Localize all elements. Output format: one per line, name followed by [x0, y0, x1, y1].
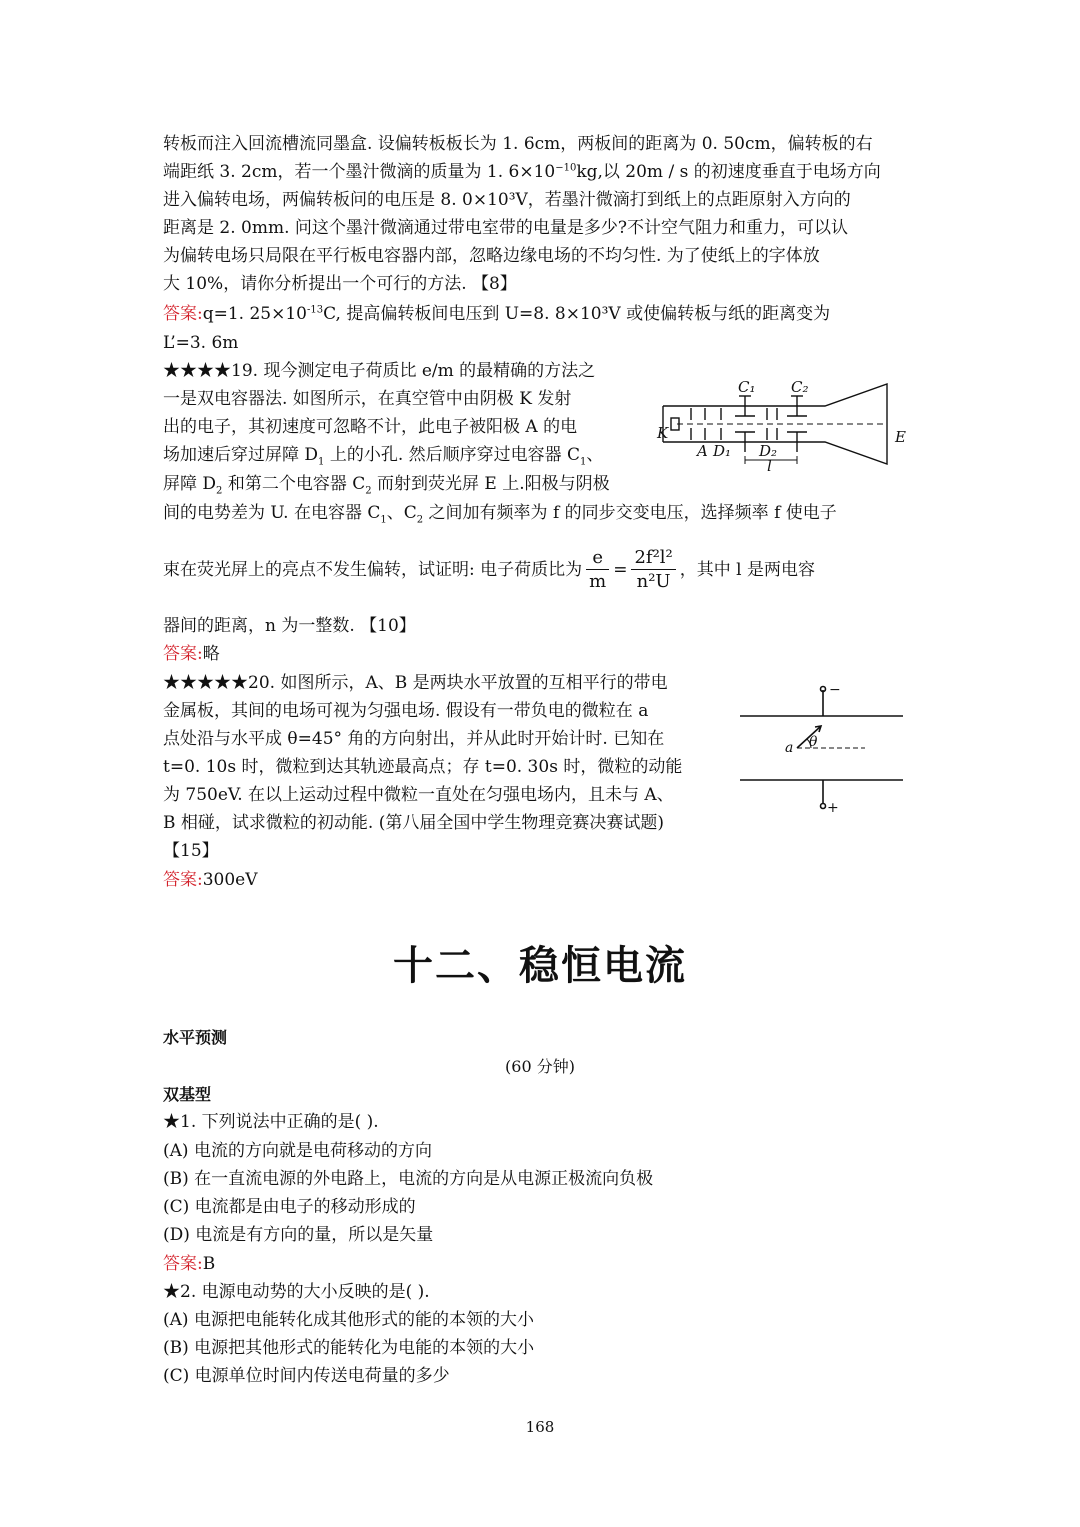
q20-plates-figure: [735, 680, 910, 815]
q19-line-4: 场加速后穿过屏障 $D_1$ 上的小孔. 然后顺序穿过电容器 $C_1$、: [163, 445, 604, 468]
subsection-heading: 双基型: [163, 1085, 212, 1104]
q2-option-c: (C) 电源单位时间内传送电荷量的多少: [163, 1366, 450, 1386]
q18-answer-line-2: L’=3. 6m: [163, 333, 239, 353]
q20-line-3: 点处沿与水平成 θ=45° 角的方向射出，并从此时开始计时. 已知在: [163, 729, 665, 749]
q18-line-4: 距离是 2. 0mm. 问这个墨汁微滴通过带电室带的电量是多少?不计空气阻力和重力，可以认: [163, 218, 849, 238]
q2-option-a: (A) 电源把电能转化成其他形式的能的本领的大小: [163, 1310, 534, 1330]
label-d2: D₂: [759, 442, 778, 460]
label-a: A: [697, 442, 708, 460]
q20-line-5: 为 750eV. 在以上运动过程中微粒一直处在匀强电场内，且未与 A、: [163, 785, 674, 805]
q1-option-b: (B) 在一直流电源的外电路上，电流的方向是从电源正极流向负极: [163, 1169, 654, 1189]
q18-answer: 答案:q=1. $25\times 10^{-13}C$, 提高偏转板间电压到 U=8. 8×10³V 或使偏转板与纸的距离变为: [163, 304, 831, 324]
label-a-point: a: [785, 740, 794, 756]
q1-stem: ★1. 下列说法中正确的是( ).: [163, 1112, 379, 1132]
answer-label: 答案:: [163, 644, 203, 664]
answer-label: 答案:: [163, 870, 203, 890]
page-number: 168: [525, 1418, 555, 1436]
q2-option-b: (B) 电源把其他形式的能转化为电能的本领的大小: [163, 1338, 535, 1358]
q19-line-3: 出的电子，其初速度可忽略不计，此电子被阳极 A 的电: [163, 417, 578, 437]
q19-answer: 答案:略: [163, 644, 220, 664]
q20-line-4: t=0. 10s 时，微粒到达其轨迹最高点；存 t=0. 30s 时，微粒的动能: [163, 757, 683, 777]
fraction-2f2l2-over-n2u: $\frac{\text{2f²l²}}{\text{n²U}}$: [631, 547, 675, 594]
label-e: E: [895, 428, 906, 446]
label-c1: C₁: [738, 378, 756, 396]
section-heading: 水平预测: [163, 1028, 228, 1047]
q18-line-5: 为偏转电场只局限在平行板电容器内部，忽略边缘电场的不均匀性. 为了使纸上的字体放: [163, 246, 820, 266]
chapter-title: 十二、稳恒电流: [393, 943, 687, 989]
q1-option-d: (D) 电流是有方向的量，所以是矢量: [163, 1225, 434, 1245]
q1-answer: 答案:B: [163, 1254, 216, 1274]
q18-line-3: 进入偏转电场，两偏转板问的电压是 8. 0×10³V，若墨汁微滴打到纸上的点距原射入方向的: [163, 190, 851, 210]
label-k: K: [657, 424, 669, 442]
q19-line-5: 屏障 $D_2$ 和第二个电容器 $C_2$ 而射到荧光屏 E 上.阳极与阴极: [163, 474, 610, 497]
answer-label: 答案:: [163, 1254, 203, 1274]
q20-line-2: 金属板，其间的电场可视为匀强电场. 假设有一带负电的微粒在 a: [163, 701, 649, 721]
label-minus: −: [829, 682, 841, 698]
q20-answer: 答案:300eV: [163, 870, 258, 890]
q20-line-7: 【15】: [163, 841, 219, 861]
q19-line-1: ★★★★19. 现今测定电子荷质比 e/m 的最精确的方法之: [163, 361, 596, 381]
q19-line-8: 器间的距离，n 为一整数. 【10】: [163, 616, 416, 636]
fraction-e-over-m: $\frac{e}{m}$: [586, 547, 609, 594]
q19-line-2: 一是双电容器法. 如图所示，在真空管中由阴极 K 发射: [163, 389, 572, 409]
label-l: l: [767, 457, 772, 472]
q1-option-c: (C) 电流都是由电子的移动形成的: [163, 1197, 416, 1217]
q19-line-7: 束在荧光屏上的亮点不发生偏转，试证明: 电子荷质比为 $\frac{e}{m}$ = $\frac{\text{2f²l²}}{\text{n²U}}$ ，其中 l 是两电容: [163, 547, 816, 592]
q1-option-a: (A) 电流的方向就是电荷移动的方向: [163, 1141, 432, 1161]
q18-line-1: 转板而注入回流槽流同墨盒. 设偏转板板长为 1. 6cm，两板间的距离为 0. 50cm，偏转板的右: [163, 134, 873, 154]
q18-line-2: 端距纸 3. 2cm，若一个墨汁微滴的质量为 1. $6\times 10^{-10}kg$,以 20m / s 的初速度垂直于电场方向: [163, 162, 881, 182]
label-c2: C₂: [791, 378, 809, 396]
q19-line-6: 间的电势差为 U. 在电容器 $C_1$、$C_2$ 之间加有频率为 f 的同步交变电压，选择频率 f 使电子: [163, 503, 837, 526]
label-d1: D₁: [713, 442, 732, 460]
q2-stem: ★2. 电源电动势的大小反映的是( ).: [163, 1282, 430, 1302]
label-plus: +: [827, 800, 839, 815]
q18-line-6: 大 10%，请你分析提出一个可行的方法. 【8】: [163, 274, 517, 294]
answer-label: 答案:: [163, 304, 203, 324]
q20-line-1: ★★★★★20. 如图所示，A、B 是两块水平放置的互相平行的带电: [163, 673, 668, 693]
time-note: (60 分钟): [505, 1057, 575, 1076]
q19-tube-figure: [655, 372, 915, 472]
q20-line-6: B 相碰，试求微粒的初动能. (第八届全国中学生物理竞赛决赛试题): [163, 813, 664, 833]
label-theta: θ: [809, 734, 818, 750]
